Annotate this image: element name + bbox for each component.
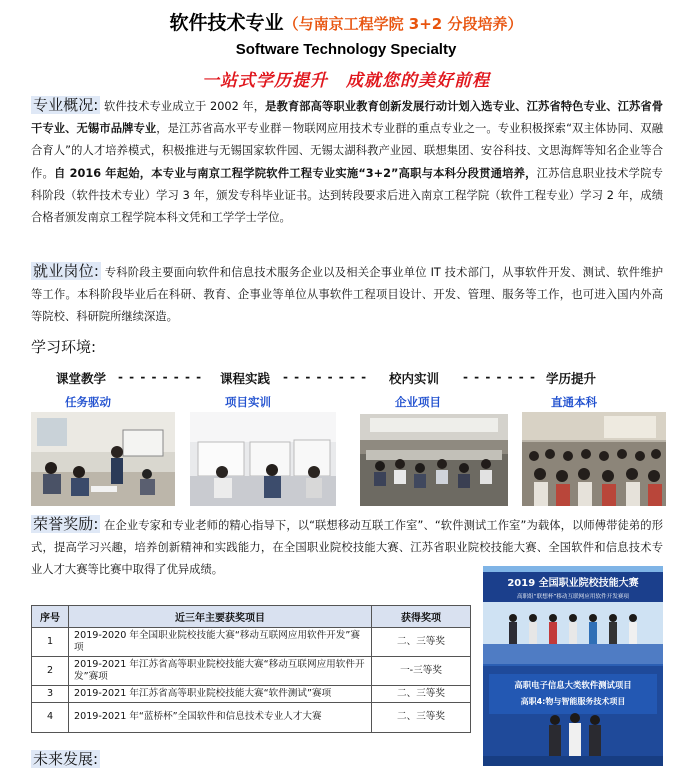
photo-in-school-training	[360, 414, 508, 506]
row-prize: 一-三等奖	[372, 657, 471, 686]
path-label-practice: 课程实践	[220, 371, 271, 386]
row-prize: 二、三等奖	[372, 703, 471, 733]
col-header-item: 近三年主要获奖项目	[69, 606, 372, 628]
photo-course-practice	[190, 412, 336, 506]
path-label-training: 校内实训	[389, 371, 440, 386]
table-row	[32, 703, 471, 733]
employment-section	[31, 260, 663, 329]
path-dashes-3: - - - - - - -	[463, 370, 536, 384]
table-header-row	[32, 606, 471, 628]
photo-classroom	[31, 412, 175, 506]
overview-text-4: 自 2016 年起始，本专业与南京工程学院软件工程专业实施“3+2”高职与本科分段贯通培养，	[54, 166, 537, 180]
row-item: 2019-2021 年江苏省高等职业院校技能大赛“移动互联网应用软件开发”赛项	[69, 657, 372, 686]
path-dashes-2: - - - - - - - -	[283, 370, 368, 384]
honors-text: 在企业专家和专业老师的精心指导下，以“联想移动互联工作室”、“软件测试工作室”为载体，以师傅带徒弟的形式，提高学习兴趣，培养创新精神和实践能力，在全国职业院校技能大赛、江苏省职业院校技能大赛、全国软件和信息技术专业人才大赛等比赛中取得了优异成绩。	[31, 519, 663, 577]
row-item: 2019-2020 年全国职业院校技能大赛“移动互联网应用软件开发”赛项	[69, 628, 372, 657]
table-row	[32, 686, 471, 703]
environment-heading: 学习环境:	[31, 338, 97, 356]
row-prize: 二、三等奖	[372, 628, 471, 657]
caption-enterprise-project: 企业项目	[395, 395, 441, 409]
employment-heading: 就业岗位:	[33, 262, 99, 280]
banner-sub-text: 高职组“联想杯”移动互联网应用软件开发赛项	[516, 594, 630, 600]
overview-heading: 专业概况:	[33, 96, 99, 114]
col-header-prize: 获得奖项	[372, 606, 471, 628]
row-item: 2019-2021 年江苏省高等职业院校技能大赛“软件测试”赛项	[69, 686, 372, 703]
caption-direct-undergrad: 直通本科	[551, 395, 597, 409]
overview-section	[31, 94, 663, 229]
future-section	[31, 748, 100, 769]
overview-text-5: 江苏信息职业技术学院专科阶段（软件技术专业）学习 3 年，颁发专科毕业证书。达到转段要求后进入南京工程学院（软件工程专业）学习 2 年，成绩合格者颁发南京工程学院本科文凭和工学学士学位。	[31, 166, 663, 225]
caption-project-training: 项目实训	[225, 395, 271, 409]
title-main: 软件技术专业	[169, 12, 284, 34]
row-no: 2	[32, 657, 69, 686]
row-item: 2019-2021 年“蓝桥杯”全国软件和信息技术专业人才大赛	[69, 703, 372, 733]
overview-text-1: 软件技术专业成立于 2002 年，	[104, 100, 266, 113]
banner2-line2-text: 高职4:物与智能服务技术项目	[520, 697, 626, 706]
future-heading: 未来发展:	[33, 750, 99, 768]
col-header-no: 序号	[32, 606, 69, 628]
page-title	[0, 8, 692, 35]
overview-text-3: ，是江苏省高水平专业群－物联网应用技术专业群的重点专业之一。专业积极探索“双主体协同、双融合育人”的人才培养模式，积极推进与无锡国家软件园、无锡太湖科教产业园、联想集团、安谷科技、文思海辉等知名企业等合作。	[31, 122, 663, 180]
overview-text-2: 是教育部高等职业教育创新发展行动计划入选专业、江苏省特色专业、江苏省骨干专业、无锡市品牌专业	[31, 100, 663, 136]
banner2-line1-text: 高职电子信息大类软件测试项目	[514, 680, 632, 690]
employment-text: 专科阶段主要面向软件和信息技术服务企业以及相关企事业单位 IT 技术部门，从事软件开发、测试、软件维护等工作。本科阶段毕业后在科研、教育、企事业等单位从事软件工程项目设计、开发、管理、服务等工作，也可进入国内外高等院校、科研院所继续深造。	[31, 266, 663, 324]
row-no: 3	[32, 686, 69, 703]
caption-task-driven: 任务驱动	[65, 395, 111, 409]
photo-degree-lecture	[522, 412, 666, 506]
table-row	[32, 628, 471, 657]
table-row	[32, 657, 471, 686]
honors-heading: 荣誉奖励:	[33, 515, 99, 533]
photo-competition	[483, 566, 663, 766]
path-dashes-1: - - - - - - - -	[118, 370, 203, 384]
path-label-classroom: 课堂教学	[56, 371, 107, 386]
banner-top-text: 2019 全国职业院校技能大赛	[507, 578, 639, 589]
title-subtitle: （与南京工程学院 3+2 分段培养）	[283, 15, 523, 33]
row-prize: 二、三等奖	[372, 686, 471, 703]
awards-table	[31, 605, 471, 733]
path-label-degree: 学历提升	[546, 371, 597, 386]
slogan: 一站式学历提升 成就您的美好前程	[202, 71, 490, 91]
english-title: Software Technology Specialty	[235, 41, 457, 58]
row-no: 4	[32, 703, 69, 733]
row-no: 1	[32, 628, 69, 657]
